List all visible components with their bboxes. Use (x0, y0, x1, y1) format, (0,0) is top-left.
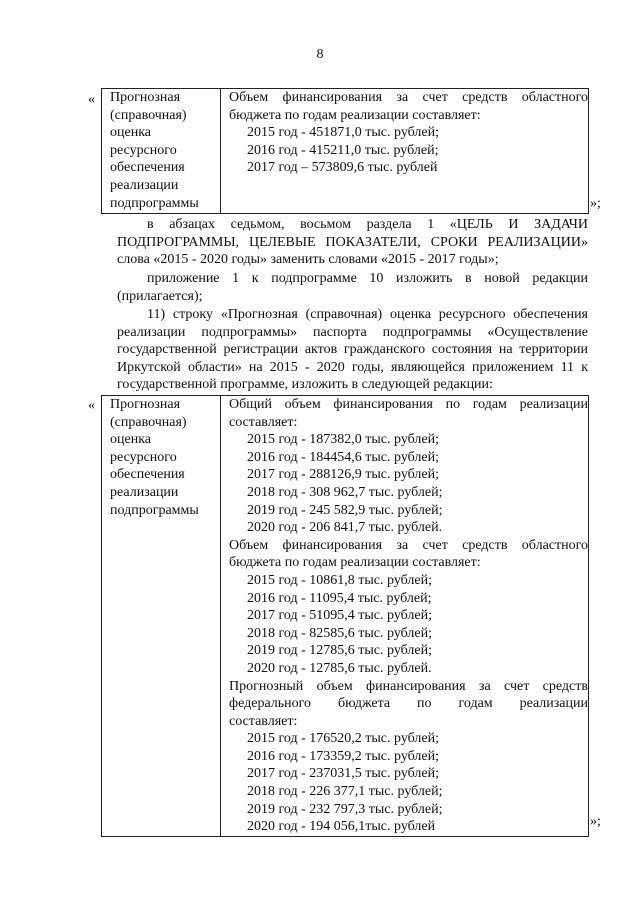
label-line: оценка (110, 432, 152, 448)
funding-intro-line: бюджета по годам реализации составляет: (229, 107, 481, 123)
label-line: Прогнозная (110, 90, 181, 105)
federal-intro-line: федерального бюджета по годам реализации (229, 696, 588, 712)
table2-label-cell (102, 396, 221, 837)
paragraph-appendix (117, 270, 588, 305)
paragraph-item-11 (117, 306, 588, 394)
regional-year-line: 2018 год - 82585,6 тыс. рублей; (247, 625, 433, 641)
federal-year-line: 2020 год - 194 056,1тыс. рублей (247, 819, 436, 835)
page-number: 8 (316, 47, 324, 62)
label-line: (справочная) (110, 107, 187, 123)
federal-year-line: 2015 год - 176520,2 тыс. рублей; (247, 731, 440, 747)
table1-content-cell (221, 89, 589, 214)
para1-line: в абзацах седьмом, восьмом раздела 1 «ЦЕЛЬ И ЗАДАЧИ (147, 217, 588, 232)
para2-line: (прилагается); (117, 288, 203, 304)
funding-year-line: 2015 год - 451871,0 тыс. рублей; (247, 125, 440, 141)
label-line: реализации (110, 484, 179, 500)
regional-year-line: 2016 год - 11095,4 тыс. рублей; (247, 590, 432, 606)
para2-line: приложение 1 к подпрограмме 10 изложить в новой редакции (147, 271, 588, 286)
regional-year-line: 2017 год - 51095,4 тыс. рублей; (247, 608, 433, 624)
funding-intro-line: Объем финансирования за счет средств областного (229, 90, 588, 105)
open-quote-1: « (88, 92, 95, 107)
para3-line: государственной программе, изложить в следующей редакции: (117, 377, 493, 393)
total-year-line: 2019 год - 245 582,9 тыс. рублей; (247, 502, 443, 518)
label-line: реализации (110, 177, 179, 193)
para1-line: слова «2015 - 2020 годы» заменить словами «2015 - 2017 годы»; (117, 252, 499, 268)
total-year-line: 2018 год - 308 962,7 тыс. рублей; (247, 484, 443, 500)
federal-year-line: 2016 год - 173359,2 тыс. рублей; (247, 748, 440, 764)
label-line: ресурсного (110, 142, 177, 158)
label-line: подпрограммы (110, 502, 199, 518)
label-line: Прогнозная (110, 397, 181, 412)
regional-year-line: 2019 год - 12785,6 тыс. рублей; (247, 643, 433, 659)
federal-year-line: 2019 год - 232 797,3 тыс. рублей; (247, 801, 443, 817)
table2-content-cell (221, 396, 589, 837)
total-intro-line: Общий объем финансирования по годам реализации (229, 397, 588, 412)
funding-table-1 (101, 88, 589, 214)
funding-year-line: 2016 год - 415211,0 тыс. рублей; (247, 142, 439, 158)
federal-intro-line: составляет: (229, 713, 298, 729)
regional-year-line: 2015 год - 10861,8 тыс. рублей; (247, 572, 433, 588)
para3-line: Иркутской области» на 2015 - 2020 годы, являющейся приложением 11 к (117, 359, 588, 375)
open-quote-2: « (88, 398, 95, 413)
funding-year-line: 2017 год – 573809,6 тыс. рублей (247, 160, 438, 176)
total-intro-line: составляет: (229, 414, 298, 430)
total-year-line: 2017 год - 288126,9 тыс. рублей; (247, 467, 440, 483)
para1-line: ПОДПРОГРАММЫ, ЦЕЛЕВЫЕ ПОКАЗАТЕЛИ, СРОКИ РЕАЛИЗАЦИИ» (117, 234, 588, 250)
funding-table-2 (101, 395, 589, 837)
label-line: оценка (110, 125, 152, 141)
label-line: обеспечения (110, 160, 185, 176)
regional-year-line: 2020 год - 12785,6 тыс. рублей. (247, 660, 432, 676)
label-line: (справочная) (110, 414, 187, 430)
label-line: подпрограммы (110, 195, 199, 211)
close-quote-1: »; (590, 196, 601, 211)
regional-intro-line: бюджета по годам реализации составляет: (229, 555, 481, 571)
federal-year-line: 2018 год - 226 377,1 тыс. рублей; (247, 784, 443, 800)
federal-year-line: 2017 год - 237031,5 тыс. рублей; (247, 766, 440, 782)
total-year-line: 2020 год - 206 841,7 тыс. рублей. (247, 520, 443, 536)
close-quote-2: »; (590, 814, 601, 829)
label-line: обеспечения (110, 467, 185, 483)
total-year-line: 2016 год - 184454,6 тыс. рублей; (247, 449, 440, 465)
federal-intro-line: Прогнозный объем финансирования за счет средств (229, 678, 588, 694)
regional-intro-line: Объем финансирования за счет средств областного (229, 537, 588, 553)
total-year-line: 2015 год - 187382,0 тыс. рублей; (247, 432, 440, 448)
label-line: ресурсного (110, 449, 177, 465)
table1-label-cell (102, 89, 221, 214)
para3-line: 11) строку «Прогнозная (справочная) оценка ресурсного обеспечения (147, 307, 588, 322)
paragraph-amend-section (117, 216, 588, 269)
para3-line: реализации подпрограммы» паспорта подпрограммы «Осуществление (117, 324, 588, 340)
para3-line: государственной регистрации актов гражданского состояния на территории (117, 342, 588, 358)
